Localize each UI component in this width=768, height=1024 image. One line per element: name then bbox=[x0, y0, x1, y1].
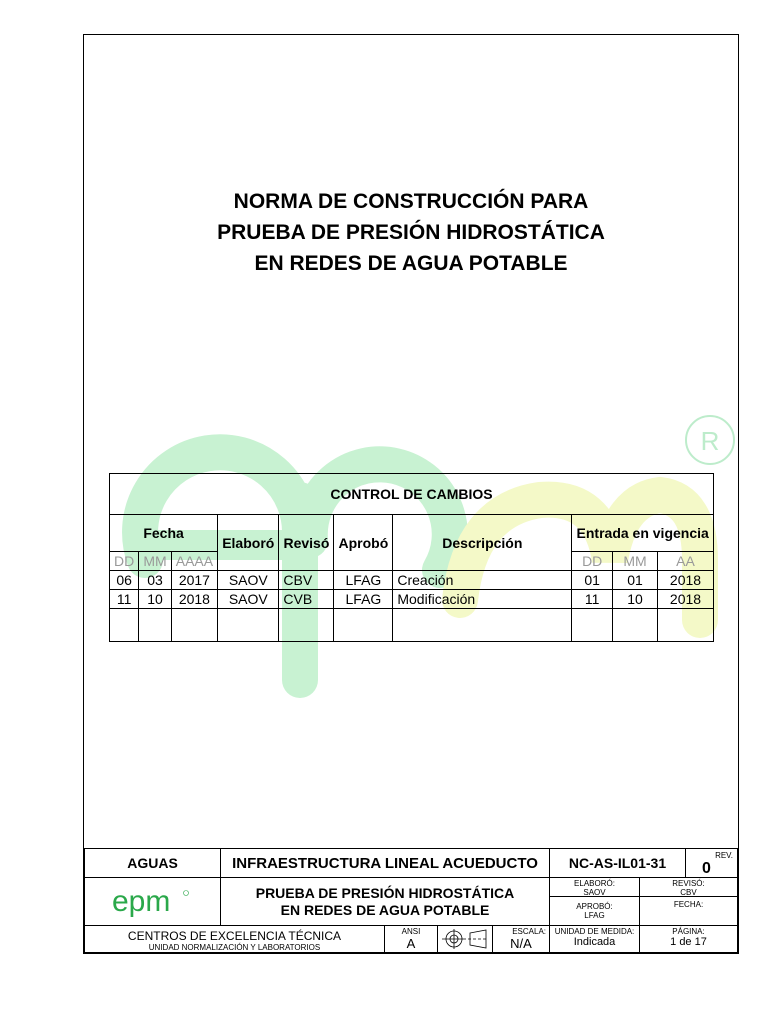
elaboro-label: ELABORÓ: bbox=[574, 879, 615, 888]
header-vigencia: Entrada en vigencia bbox=[572, 515, 714, 552]
cell-vigencia-mm: 01 bbox=[613, 571, 658, 590]
footer-doc-title bbox=[220, 877, 550, 926]
center-unit: UNIDAD NORMALIZACIÓN Y LABORATORIOS bbox=[148, 943, 321, 952]
cell-descripcion: Creación bbox=[393, 571, 572, 590]
footer-unidad bbox=[549, 925, 640, 953]
header-vigencia-mm: MM bbox=[613, 552, 658, 571]
cell-reviso: CVB bbox=[279, 590, 334, 609]
cell-mm: 10 bbox=[139, 590, 171, 609]
ansi-label: ANSI bbox=[401, 927, 421, 936]
elaboro-value: SAOV bbox=[583, 888, 606, 897]
logo-text: epm bbox=[111, 884, 170, 918]
change-control-table bbox=[109, 473, 714, 642]
center-name: CENTROS DE EXCELENCIA TÉCNICA bbox=[127, 929, 342, 943]
cell-dd: 11 bbox=[110, 590, 139, 609]
cell-dd: 06 bbox=[110, 571, 139, 590]
projection-symbol-icon bbox=[440, 928, 490, 950]
unidad-value: Indicada bbox=[573, 936, 616, 948]
footer-elaboro bbox=[549, 877, 640, 897]
header-vigencia-aa: AA bbox=[658, 552, 714, 571]
footer-ansi bbox=[384, 925, 438, 953]
footer-code: NC-AS-IL01-31 bbox=[549, 848, 686, 878]
header-reviso: Revisó bbox=[279, 515, 334, 571]
cell-aaaa: 2018 bbox=[171, 590, 217, 609]
rev-value: 0 bbox=[702, 860, 711, 877]
escala-value: N/A bbox=[510, 936, 532, 951]
cell-descripcion: Modificación bbox=[393, 590, 572, 609]
fecha-label: FECHA: bbox=[673, 900, 704, 909]
header-elaboro: Elaboró bbox=[218, 515, 279, 571]
unidad-label: UNIDAD DE MEDIDA: bbox=[554, 927, 635, 936]
footer-fecha bbox=[639, 896, 738, 926]
footer-area: AGUAS bbox=[84, 848, 221, 878]
cell-reviso: CBV bbox=[279, 571, 334, 590]
reviso-value: CBV bbox=[680, 888, 697, 897]
epm-logo-icon bbox=[108, 885, 198, 919]
title-line-3: EN REDES DE AGUA POTABLE bbox=[254, 252, 568, 275]
title-line-1: NORMA DE CONSTRUCCIÓN PARA bbox=[233, 190, 589, 213]
cell-elaboro: SAOV bbox=[218, 571, 279, 590]
footer-center bbox=[84, 925, 385, 953]
reviso-label: REVISÓ: bbox=[672, 879, 705, 888]
table-row bbox=[110, 571, 714, 590]
header-mm: MM bbox=[139, 552, 171, 571]
doc-title-line-2: EN REDES DE AGUA POTABLE bbox=[280, 901, 490, 918]
title-block bbox=[84, 848, 738, 953]
cell-vigencia-aa: 2018 bbox=[658, 590, 714, 609]
cell-elaboro: SAOV bbox=[218, 590, 279, 609]
cell-mm: 03 bbox=[139, 571, 171, 590]
footer-escala bbox=[492, 925, 550, 953]
cell-aprobo: LFAG bbox=[334, 571, 393, 590]
cell-aprobo: LFAG bbox=[334, 590, 393, 609]
escala-label: ESCALA: bbox=[512, 927, 546, 936]
document-title bbox=[83, 186, 739, 279]
aprobo-label: APROBÓ: bbox=[576, 902, 613, 911]
header-fecha: Fecha bbox=[110, 515, 218, 552]
footer-reviso bbox=[639, 877, 738, 897]
doc-title-line-1: PRUEBA DE PRESIÓN HIDROSTÁTICA bbox=[255, 884, 515, 901]
title-line-2: PRUEBA DE PRESIÓN HIDROSTÁTICA bbox=[217, 221, 605, 244]
header-dd: DD bbox=[110, 552, 139, 571]
registered-letter: R bbox=[700, 426, 720, 456]
footer-pagina bbox=[639, 925, 738, 953]
header-aaaa: AAAA bbox=[171, 552, 217, 571]
rev-label: REV. bbox=[715, 851, 733, 860]
change-control-title: CONTROL DE CAMBIOS bbox=[110, 474, 714, 515]
cell-aaaa: 2017 bbox=[171, 571, 217, 590]
cell-vigencia-aa: 2018 bbox=[658, 571, 714, 590]
aprobo-value: LFAG bbox=[584, 911, 605, 920]
cell-vigencia-dd: 01 bbox=[572, 571, 613, 590]
footer-category: INFRAESTRUCTURA LINEAL ACUEDUCTO bbox=[220, 848, 550, 878]
header-vigencia-dd: DD bbox=[572, 552, 613, 571]
ansi-value: A bbox=[406, 936, 416, 951]
cell-vigencia-mm: 10 bbox=[613, 590, 658, 609]
header-descripcion: Descripción bbox=[393, 515, 572, 571]
table-row-empty bbox=[110, 609, 714, 642]
header-aprobo: Aprobó bbox=[334, 515, 393, 571]
footer-rev bbox=[685, 848, 738, 878]
footer-aprobo bbox=[549, 896, 640, 926]
table-row bbox=[110, 590, 714, 609]
footer-logo bbox=[84, 877, 221, 926]
cell-vigencia-dd: 11 bbox=[572, 590, 613, 609]
projection-icon-cell bbox=[437, 925, 493, 953]
pagina-label: PÁGINA: bbox=[672, 927, 705, 936]
pagina-value: 1 de 17 bbox=[670, 936, 707, 948]
